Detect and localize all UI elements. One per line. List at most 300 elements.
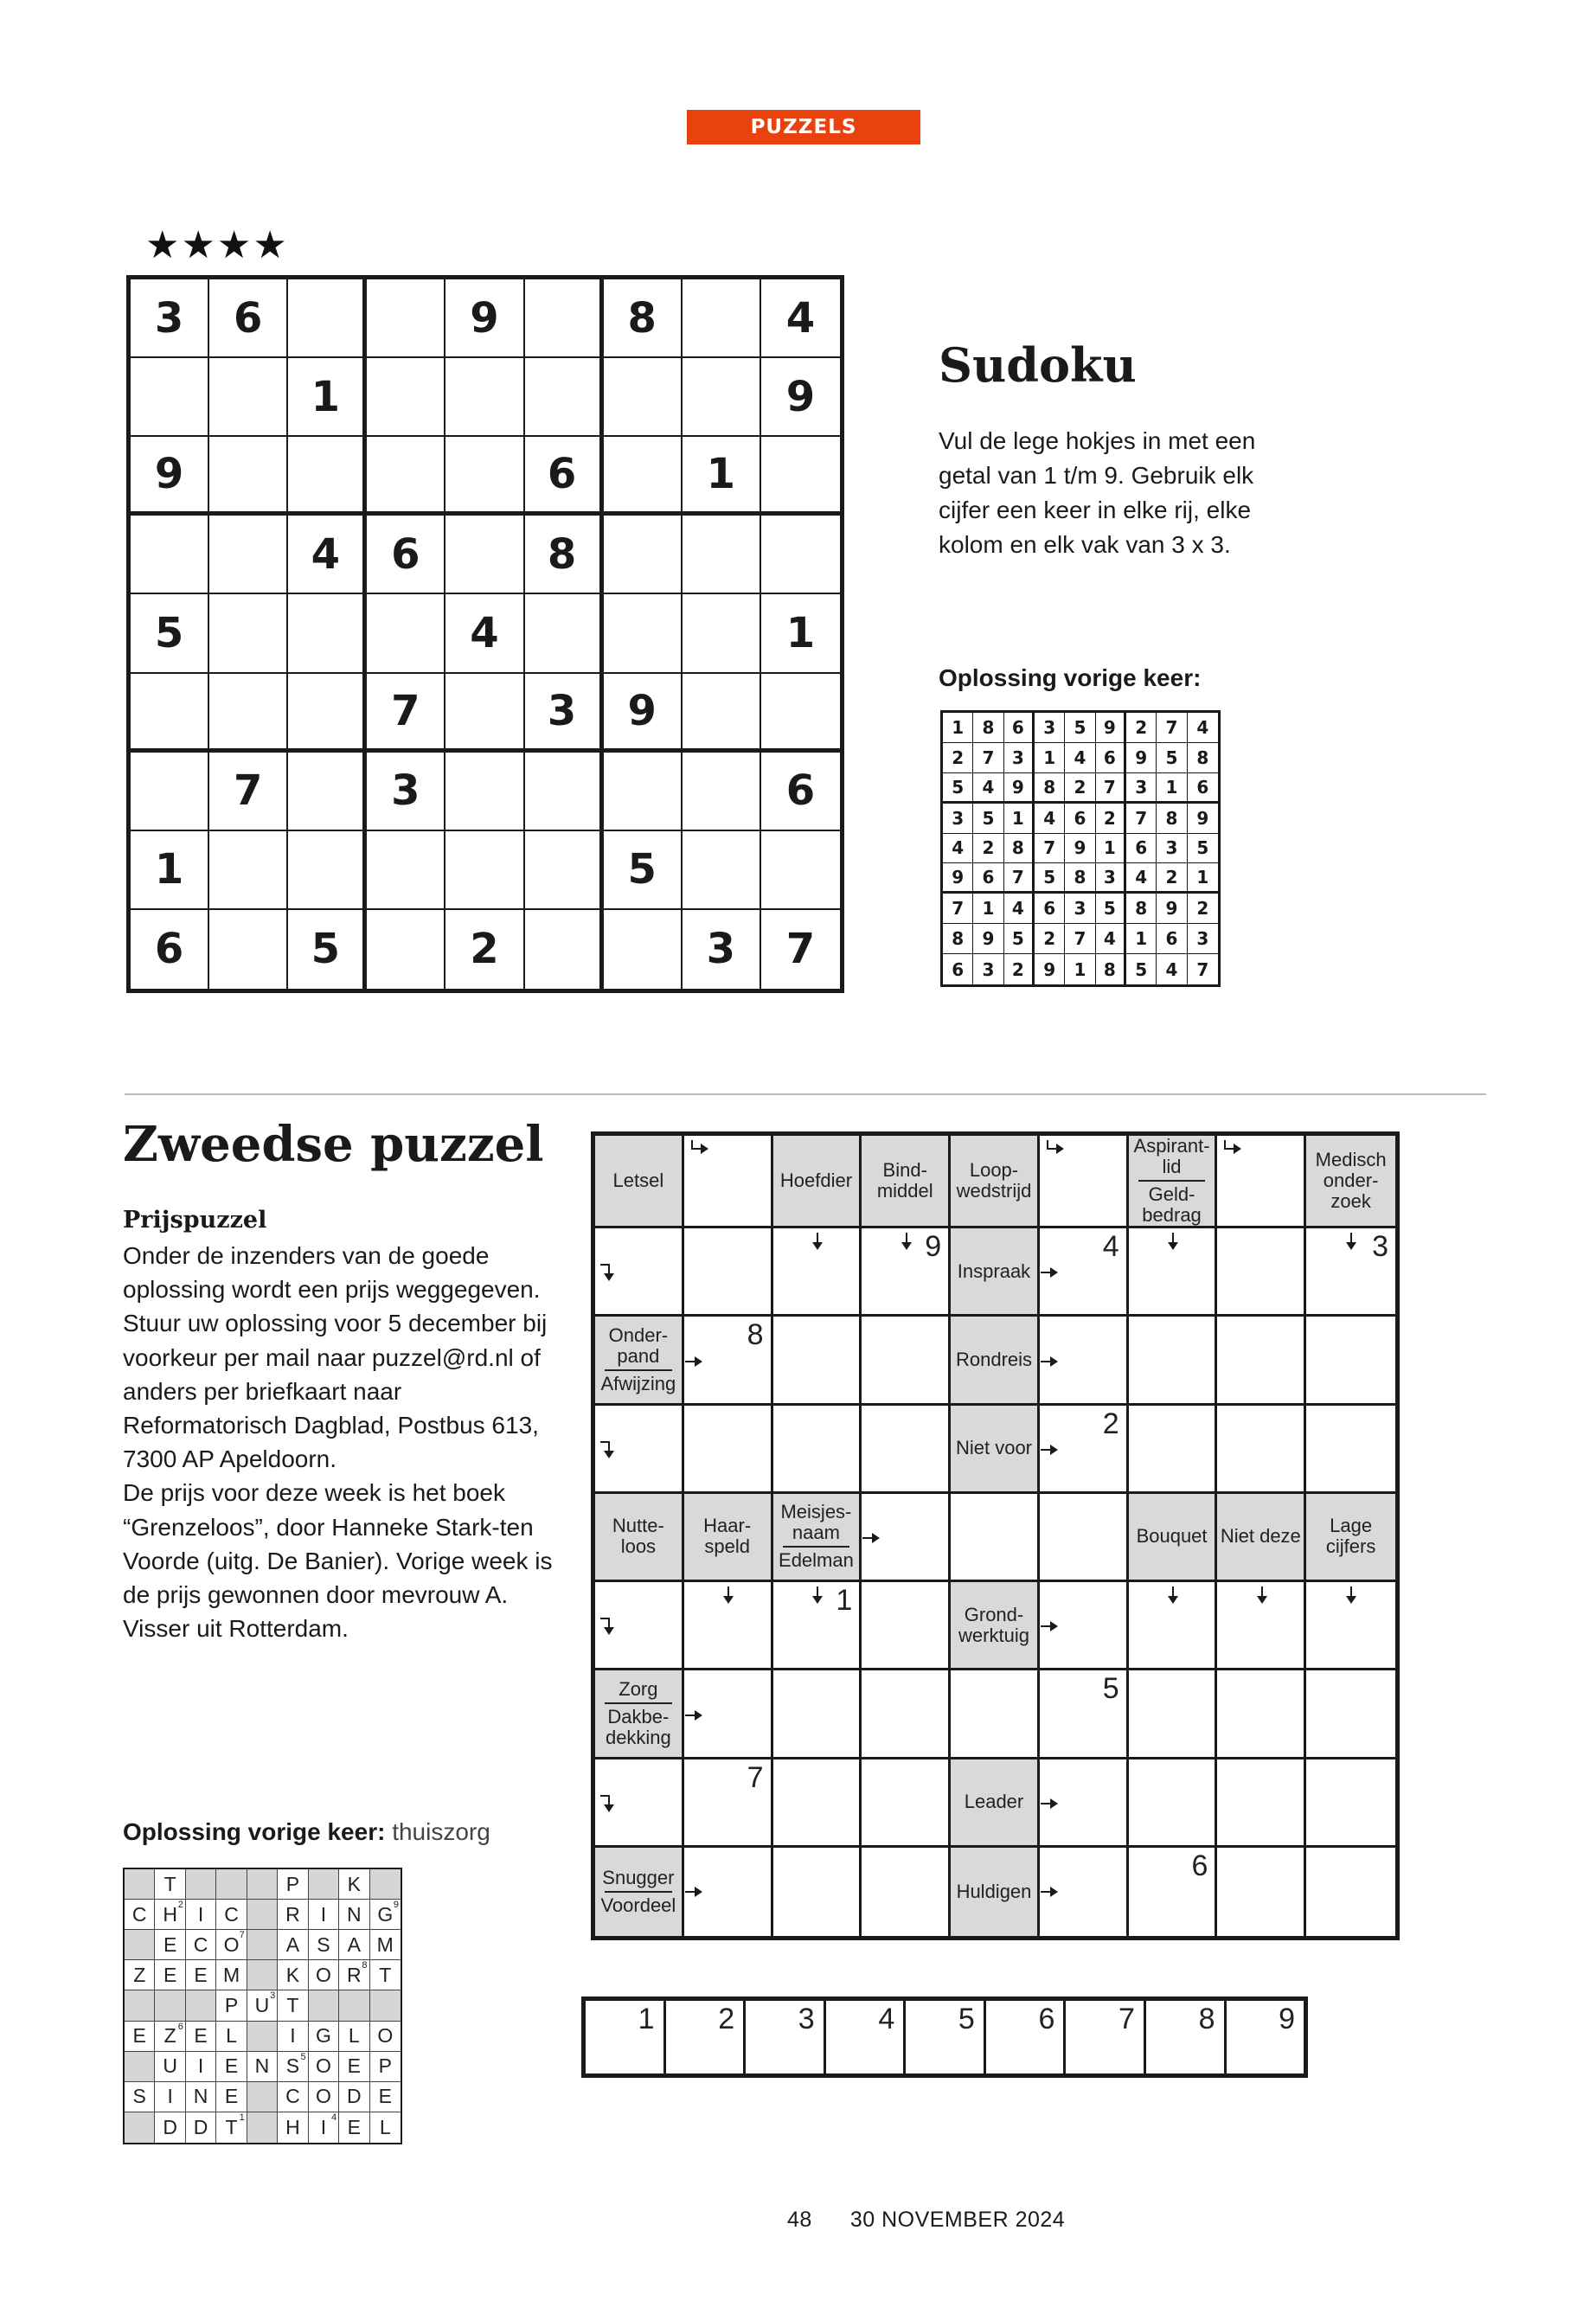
solution-cell: 8 <box>973 713 1003 743</box>
answer-cell[interactable] <box>595 1759 684 1848</box>
sudoku-cell[interactable]: 7 <box>367 674 445 753</box>
sudoku-cell[interactable] <box>683 831 761 910</box>
sudoku-cell[interactable] <box>209 516 288 594</box>
answer-cell[interactable] <box>1217 1582 1306 1670</box>
clue-text: Lage cijfers <box>1325 1515 1376 1558</box>
answer-box[interactable] <box>746 2001 826 2073</box>
cell-number: 3 <box>270 1990 276 2002</box>
sudoku-cell[interactable] <box>445 753 524 831</box>
answer-row <box>581 1997 1308 2078</box>
letter-cell <box>155 2022 185 2052</box>
arrow-icon <box>807 1231 826 1250</box>
cell-letter: O <box>315 2054 331 2078</box>
sudoku-cell[interactable] <box>209 358 288 437</box>
answer-cell[interactable] <box>1040 1494 1129 1582</box>
sudoku-cell[interactable] <box>683 674 761 753</box>
solution-number: 4 <box>1102 1230 1119 1263</box>
answer-cell[interactable] <box>684 1136 773 1228</box>
clue-text: Niet voor <box>955 1437 1033 1459</box>
sudoku-cell[interactable] <box>209 594 288 673</box>
letter-cell <box>370 1900 401 1930</box>
sudoku-cell[interactable]: 2 <box>445 910 524 989</box>
solution-cell: 9 <box>973 924 1003 954</box>
sudoku-cell[interactable] <box>445 674 524 753</box>
sudoku-cell[interactable]: 1 <box>683 437 761 516</box>
blocked-cell <box>247 1960 278 1990</box>
sudoku-cell[interactable] <box>525 753 604 831</box>
sudoku-cell[interactable]: 6 <box>761 753 840 831</box>
sudoku-cell[interactable] <box>683 516 761 594</box>
sudoku-cell[interactable]: 5 <box>604 831 683 910</box>
answer-box[interactable] <box>1227 2001 1304 2073</box>
solution-cell: 4 <box>1065 743 1095 773</box>
clue-text: Nutte- loos <box>612 1515 664 1558</box>
cell-letter: E <box>163 1932 177 1956</box>
answer-cell[interactable] <box>1040 1670 1129 1759</box>
clue-cell <box>1217 1494 1306 1582</box>
solution-cell: 1 <box>1065 954 1095 984</box>
sudoku-cell[interactable]: 9 <box>445 279 524 358</box>
answer-cell[interactable] <box>1129 1317 1218 1405</box>
sudoku-cell[interactable]: 5 <box>131 594 209 673</box>
letter-cell <box>278 1930 308 1960</box>
answer-cell[interactable] <box>595 1406 684 1494</box>
cell-letter: H <box>163 1902 177 1926</box>
answer-cell[interactable] <box>773 1406 862 1494</box>
letter-cell <box>339 2112 369 2143</box>
answer-cell[interactable] <box>862 1848 951 1936</box>
letter-cell <box>216 1900 247 1930</box>
sudoku-cell[interactable]: 1 <box>761 594 840 673</box>
cell-number: 5 <box>300 2051 306 2062</box>
answer-cell[interactable] <box>1040 1136 1129 1228</box>
solution-cell: 5 <box>943 773 973 804</box>
answer-cell[interactable] <box>773 1670 862 1759</box>
cell-number: 7 <box>239 1930 245 1941</box>
sudoku-cell[interactable] <box>367 279 445 358</box>
letter-cell <box>155 1900 185 1930</box>
sudoku-cell[interactable] <box>604 437 683 516</box>
solution-cell: 3 <box>1035 713 1065 743</box>
cell-letter: P <box>285 1872 300 1895</box>
solution-cell: 8 <box>1004 834 1035 864</box>
sudoku-cell[interactable] <box>604 753 683 831</box>
solution-cell: 1 <box>1004 804 1035 834</box>
sudoku-cell[interactable] <box>604 516 683 594</box>
arrow-icon <box>1039 1616 1058 1635</box>
answer-box-number: 6 <box>1038 2003 1055 2035</box>
solution-cell: 6 <box>1096 743 1126 773</box>
sudoku-cell[interactable] <box>131 516 209 594</box>
cell-letter: S <box>285 2054 300 2078</box>
arrow-icon <box>599 1616 618 1635</box>
sudoku-cell[interactable]: 8 <box>604 279 683 358</box>
letter-cell <box>155 1869 185 1900</box>
clue-cell <box>684 1494 773 1582</box>
answer-cell[interactable] <box>773 1759 862 1848</box>
blocked-cell <box>186 1869 216 1900</box>
cell-letter: K <box>347 1872 361 1895</box>
sudoku-cell[interactable] <box>288 831 367 910</box>
cell-number: 9 <box>393 1900 399 1911</box>
letter-cell <box>216 2052 247 2082</box>
blocked-cell <box>125 2052 155 2082</box>
solution-cell: 6 <box>1065 804 1095 834</box>
solution-cell: 3 <box>1157 834 1187 864</box>
sudoku-cell[interactable] <box>367 594 445 673</box>
answer-cell[interactable] <box>1217 1670 1306 1759</box>
sudoku-cell[interactable]: 6 <box>131 910 209 989</box>
sudoku-cell[interactable]: 6 <box>209 279 288 358</box>
answer-cell[interactable] <box>1129 1582 1218 1670</box>
cell-letter: G <box>315 2024 331 2048</box>
blocked-cell <box>247 1869 278 1900</box>
solution-cell: 9 <box>943 863 973 894</box>
prev-crossword-grid <box>123 1868 402 2144</box>
letter-cell <box>216 2112 247 2143</box>
blocked-cell <box>125 1990 155 2021</box>
answer-cell[interactable] <box>1129 1848 1218 1936</box>
clue-cell <box>1306 1136 1395 1228</box>
sudoku-cell[interactable]: 3 <box>131 279 209 358</box>
sudoku-cell[interactable]: 9 <box>131 437 209 516</box>
sudoku-cell[interactable] <box>604 358 683 437</box>
arrow-icon <box>683 1351 702 1370</box>
answer-cell[interactable] <box>595 1582 684 1670</box>
solution-cell: 8 <box>1035 773 1065 804</box>
sudoku-cell[interactable] <box>367 910 445 989</box>
answer-cell[interactable] <box>862 1317 951 1405</box>
letter-cell <box>339 1930 369 1960</box>
letter-cell <box>216 1960 247 1990</box>
sudoku-cell[interactable] <box>131 753 209 831</box>
sudoku-cell[interactable] <box>288 437 367 516</box>
answer-cell[interactable] <box>1306 1582 1395 1670</box>
sudoku-cell[interactable] <box>683 279 761 358</box>
cell-letter: E <box>378 2085 392 2108</box>
clue-text: Hoefdier <box>779 1170 853 1191</box>
sudoku-cell[interactable]: 7 <box>785 925 816 974</box>
solution-number: 3 <box>1372 1230 1388 1263</box>
sudoku-cell[interactable] <box>761 674 840 753</box>
answer-cell[interactable] <box>1129 1670 1218 1759</box>
answer-box[interactable] <box>586 2001 666 2073</box>
sudoku-cell[interactable] <box>131 358 209 437</box>
solution-cell: 5 <box>1096 894 1126 924</box>
clue-cell <box>951 1759 1040 1848</box>
solution-cell: 4 <box>1126 863 1157 894</box>
cell-letter: S <box>132 2085 146 2108</box>
answer-box[interactable] <box>666 2001 747 2073</box>
solution-cell: 1 <box>1035 743 1065 773</box>
answer-box[interactable] <box>1146 2001 1227 2073</box>
solution-cell: 2 <box>1157 863 1187 894</box>
letter-cell <box>370 2082 401 2112</box>
answer-cell[interactable] <box>1217 1317 1306 1405</box>
cell-number: 1 <box>239 2112 245 2123</box>
prize-paragraph: Onder de inzenders van de goede oplossing wordt een prijs weggegeven. Stuur uw oplossing voor 5 december bij voorkeur per mail naar puzzel@rd.nl of anders per briefkaart naar Reformatorisch Dagblad, Postbus 613, 7300 AP Apeldoorn. <box>123 1242 548 1473</box>
solution-cell: 2 <box>1096 804 1126 834</box>
cell-letter: D <box>163 2115 177 2138</box>
solution-cell: 4 <box>973 773 1003 804</box>
solution-cell: 1 <box>1096 834 1126 864</box>
clue-text: Bind- middel <box>876 1159 933 1202</box>
answer-box-number: 3 <box>798 2003 815 2035</box>
sudoku-cell[interactable] <box>445 831 524 910</box>
sudoku-cell[interactable] <box>367 358 445 437</box>
answer-cell[interactable] <box>773 1228 862 1317</box>
answer-cell[interactable] <box>684 1406 773 1494</box>
letter-cell <box>186 2022 216 2052</box>
answer-cell[interactable] <box>862 1759 951 1848</box>
solution-number: 5 <box>1102 1672 1119 1706</box>
solution-cell: 5 <box>973 804 1003 834</box>
answer-box[interactable] <box>906 2001 986 2073</box>
solution-cell: 1 <box>1188 863 1218 894</box>
clue-cell <box>773 1136 862 1228</box>
answer-box-number: 2 <box>718 2003 735 2035</box>
sudoku-cell[interactable]: 8 <box>525 516 604 594</box>
answer-cell[interactable] <box>862 1228 951 1317</box>
letter-cell <box>186 2112 216 2143</box>
cell-number: 6 <box>177 2021 183 2032</box>
sudoku-cell[interactable] <box>288 674 367 753</box>
solution-cell: 8 <box>1157 804 1187 834</box>
sudoku-cell[interactable] <box>209 674 288 753</box>
answer-cell[interactable] <box>773 1582 862 1670</box>
solution-cell: 8 <box>1065 863 1095 894</box>
sudoku-cell[interactable] <box>525 358 604 437</box>
solution-cell: 6 <box>1188 773 1218 804</box>
solution-cell: 5 <box>1126 954 1157 984</box>
arrow-icon <box>1039 1262 1058 1281</box>
swedish-crossword-grid <box>591 1131 1400 1940</box>
answer-cell[interactable] <box>862 1406 951 1494</box>
solution-cell: 2 <box>1035 924 1065 954</box>
sudoku-cell[interactable]: 3 <box>683 910 761 989</box>
clue-cell <box>1306 1494 1395 1582</box>
sudoku-cell[interactable]: 9 <box>604 674 683 753</box>
sudoku-cell[interactable]: 5 <box>288 910 367 989</box>
difficulty-stars: ★★★★ <box>145 223 289 267</box>
section-badge: PUZZELS <box>687 110 920 144</box>
letter-cell <box>155 2052 185 2082</box>
arrow-icon <box>1039 1439 1058 1458</box>
letter-cell <box>125 1960 155 1990</box>
sudoku-cell[interactable] <box>525 831 604 910</box>
answer-cell[interactable] <box>862 1582 951 1670</box>
sudoku-cell[interactable] <box>367 437 445 516</box>
sudoku-cell[interactable]: 1 <box>288 358 367 437</box>
solution-cell: 6 <box>1004 713 1035 743</box>
arrow-icon <box>1252 1585 1271 1604</box>
clue-text: Edelman <box>779 1549 854 1572</box>
solution-cell: 2 <box>1065 773 1095 804</box>
answer-cell[interactable] <box>1129 1406 1218 1494</box>
letter-cell <box>247 1990 278 2021</box>
sudoku-cell[interactable]: 3 <box>367 753 445 831</box>
cell-letter: I <box>320 2115 327 2138</box>
letter-cell <box>278 1990 308 2021</box>
cell-letter: L <box>379 2115 391 2138</box>
answer-box[interactable] <box>826 2001 907 2073</box>
sudoku-cell[interactable]: 4 <box>761 279 840 358</box>
prev-solution-word: thuiszorg <box>392 1818 490 1845</box>
cell-letter: E <box>347 2115 361 2138</box>
sudoku-cell[interactable] <box>525 594 604 673</box>
answer-cell[interactable] <box>1129 1759 1218 1848</box>
sudoku-cell[interactable] <box>209 831 288 910</box>
solution-cell: 2 <box>973 834 1003 864</box>
sudoku-cell[interactable] <box>209 910 288 989</box>
clue-text: Bouquet <box>1136 1525 1208 1548</box>
sudoku-cell[interactable] <box>445 437 524 516</box>
solution-cell: 4 <box>1035 804 1065 834</box>
clue-cell <box>951 1582 1040 1670</box>
letter-cell <box>339 1869 369 1900</box>
sudoku-cell[interactable] <box>288 753 367 831</box>
sudoku-cell[interactable] <box>761 831 840 910</box>
letter-cell <box>278 2112 308 2143</box>
arrow-icon <box>861 1528 880 1547</box>
letter-cell <box>309 2052 339 2082</box>
clue-text: Rondreis <box>955 1348 1033 1370</box>
arrow-icon <box>807 1585 826 1604</box>
cell-letter: O <box>377 2024 394 2048</box>
cell-letter: E <box>163 1963 177 1986</box>
cell-letter: I <box>167 2085 173 2108</box>
answer-cell[interactable] <box>1306 1406 1395 1494</box>
clue-text: Loop- wedstrijd <box>956 1159 1032 1202</box>
sudoku-cell[interactable] <box>367 831 445 910</box>
letter-cell <box>155 1930 185 1960</box>
clue-text: Niet deze <box>1220 1525 1301 1548</box>
answer-box[interactable] <box>1066 2001 1146 2073</box>
blocked-cell <box>247 1900 278 1930</box>
sudoku-cell[interactable] <box>525 279 604 358</box>
answer-cell[interactable] <box>684 1228 773 1317</box>
cell-letter: M <box>376 1932 394 1956</box>
blocked-cell <box>247 1930 278 1960</box>
cell-letter: L <box>226 2024 237 2048</box>
sudoku-cell[interactable] <box>604 910 683 989</box>
letter-cell <box>339 2022 369 2052</box>
sudoku-cell[interactable]: 7 <box>209 753 288 831</box>
solution-cell: 6 <box>1157 924 1187 954</box>
clue-text: Aspirant- lid <box>1133 1135 1210 1177</box>
clue-text: Meisjes- naam <box>780 1501 852 1544</box>
answer-cell[interactable] <box>1306 1317 1395 1405</box>
answer-cell[interactable] <box>951 1494 1040 1582</box>
solution-cell: 9 <box>1188 804 1218 834</box>
sudoku-cell[interactable]: 9 <box>761 358 840 437</box>
answer-box-number: 8 <box>1198 2003 1215 2035</box>
answer-cell[interactable] <box>1217 1136 1306 1228</box>
solution-cell: 9 <box>1157 894 1187 924</box>
sudoku-grid <box>126 275 844 993</box>
solution-cell: 4 <box>1157 954 1187 984</box>
sudoku-cell[interactable] <box>761 437 840 516</box>
sudoku-cell[interactable]: 6 <box>367 516 445 594</box>
cell-letter: C <box>285 2085 300 2108</box>
sudoku-cell[interactable] <box>131 674 209 753</box>
answer-box[interactable] <box>986 2001 1067 2073</box>
cell-letter: O <box>315 2085 331 2108</box>
blocked-cell <box>339 1990 369 2021</box>
sudoku-cell[interactable]: 4 <box>288 516 367 594</box>
answer-box-number: 7 <box>1118 2003 1135 2035</box>
sudoku-cell[interactable] <box>683 594 761 673</box>
letter-cell <box>370 2052 401 2082</box>
sudoku-cell[interactable] <box>683 753 761 831</box>
clue-cell <box>595 1317 684 1405</box>
sudoku-cell[interactable] <box>683 358 761 437</box>
cell-letter: I <box>320 1902 327 1926</box>
answer-cell[interactable] <box>951 1670 1040 1759</box>
solution-cell: 3 <box>973 954 1003 984</box>
solution-cell: 4 <box>1096 924 1126 954</box>
answer-cell[interactable] <box>1306 1759 1395 1848</box>
blocked-cell <box>247 2112 278 2143</box>
cell-letter: E <box>194 1963 208 1986</box>
arrow-icon <box>896 1231 915 1250</box>
answer-cell[interactable] <box>595 1228 684 1317</box>
clue-cell <box>773 1494 862 1582</box>
cell-letter: R <box>285 1902 300 1926</box>
sudoku-cell[interactable] <box>288 279 367 358</box>
cell-letter: N <box>254 2054 270 2078</box>
solution-cell: 6 <box>1126 834 1157 864</box>
answer-cell[interactable] <box>1306 1670 1395 1759</box>
sudoku-cell[interactable] <box>445 516 524 594</box>
answer-cell[interactable] <box>1306 1848 1395 1936</box>
answer-cell[interactable] <box>773 1848 862 1936</box>
sudoku-cell[interactable] <box>761 516 840 594</box>
solution-number: 2 <box>1102 1407 1119 1440</box>
sudoku-cell[interactable] <box>209 437 288 516</box>
cell-letter: C <box>131 1902 147 1926</box>
answer-cell[interactable] <box>773 1317 862 1405</box>
arrow-icon <box>1163 1585 1182 1604</box>
sudoku-cell[interactable] <box>525 910 604 989</box>
answer-cell[interactable] <box>862 1670 951 1759</box>
letter-cell <box>216 2082 247 2112</box>
sudoku-cell[interactable]: 4 <box>445 594 524 673</box>
solution-cell: 1 <box>1126 924 1157 954</box>
arrow-icon <box>1039 1793 1058 1812</box>
letter-cell <box>186 1900 216 1930</box>
answer-cell[interactable] <box>1217 1228 1306 1317</box>
sudoku-cell[interactable] <box>445 358 524 437</box>
sudoku-cell[interactable]: 1 <box>131 831 209 910</box>
answer-cell[interactable] <box>684 1759 773 1848</box>
clue-divider <box>605 1891 672 1893</box>
answer-cell[interactable] <box>1217 1848 1306 1936</box>
sudoku-cell[interactable] <box>288 594 367 673</box>
answer-cell[interactable] <box>1217 1759 1306 1848</box>
sudoku-cell[interactable]: 3 <box>525 674 604 753</box>
letter-cell <box>309 2082 339 2112</box>
solution-cell: 3 <box>1188 924 1218 954</box>
answer-cell[interactable] <box>1129 1228 1218 1317</box>
cell-letter: G <box>377 1902 394 1926</box>
solution-cell: 3 <box>1004 743 1035 773</box>
sudoku-cell[interactable] <box>604 594 683 673</box>
answer-cell[interactable] <box>1217 1406 1306 1494</box>
answer-cell[interactable] <box>1306 1228 1395 1317</box>
sudoku-cell[interactable]: 6 <box>525 437 604 516</box>
answer-cell[interactable] <box>684 1582 773 1670</box>
